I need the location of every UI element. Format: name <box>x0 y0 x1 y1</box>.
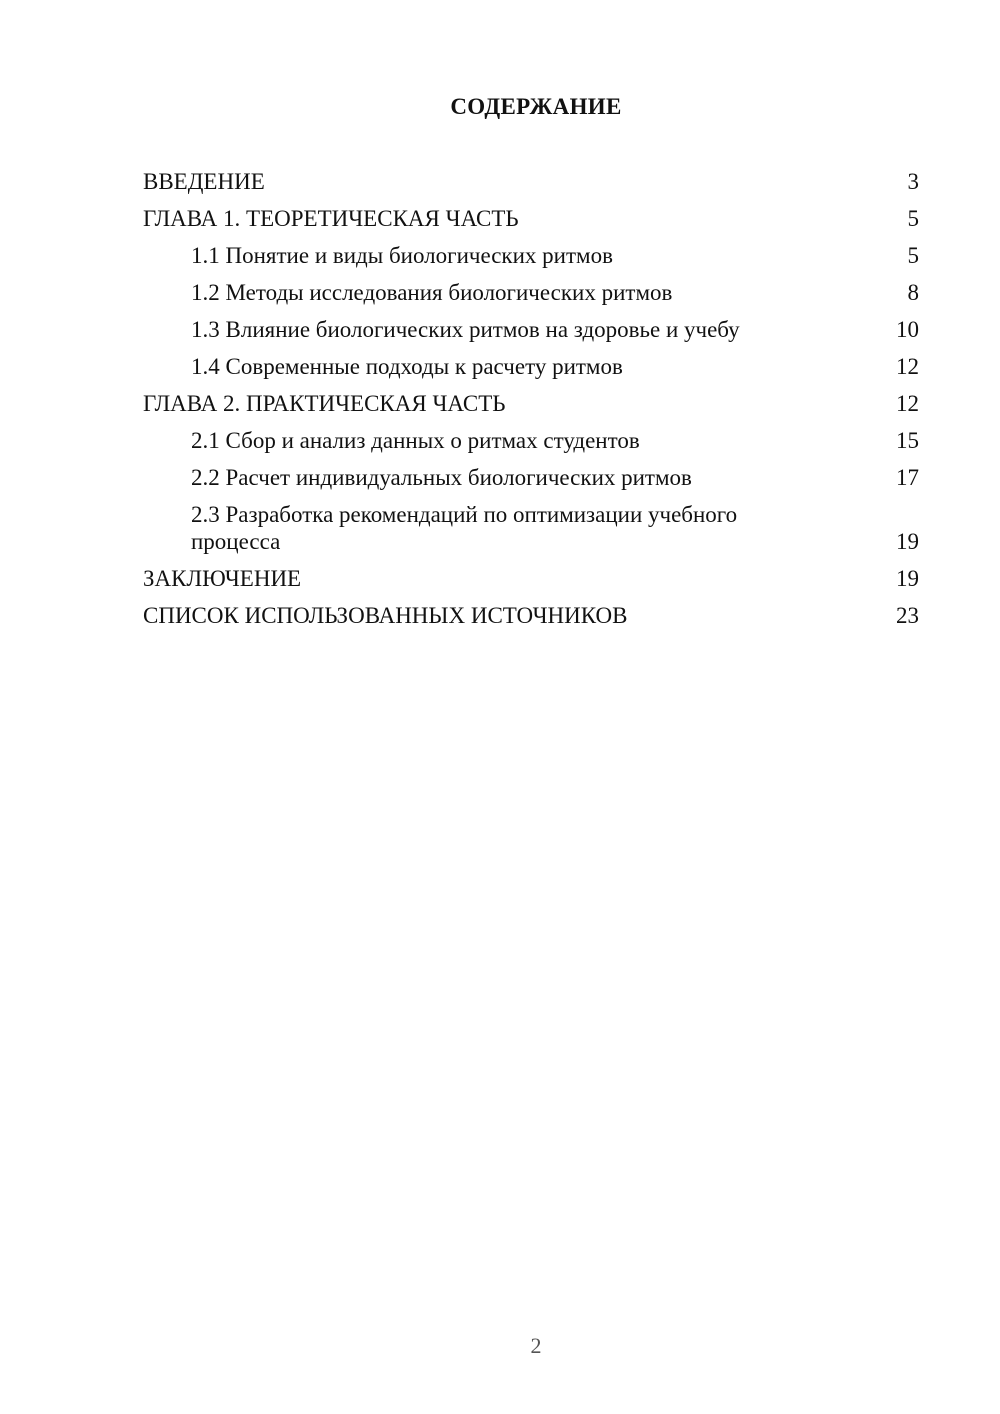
toc-entry-page: 19 <box>896 566 919 591</box>
toc-entry-page: 12 <box>896 354 919 379</box>
toc-entry-label: 1.4 Современные подходы к расчету ритмов <box>191 354 623 379</box>
toc-entry-page: 5 <box>907 206 919 231</box>
toc-entry-page: 5 <box>907 243 919 268</box>
toc-entry-page: 8 <box>907 280 919 305</box>
table-of-contents <box>143 168 919 639</box>
page-number: 2 <box>530 1333 542 1358</box>
toc-entry-section-2-1 <box>143 427 919 454</box>
toc-entry-section-2-2 <box>143 464 919 491</box>
toc-entry-label: 1.1 Понятие и виды биологических ритмов <box>191 243 613 268</box>
toc-entry-label: 1.2 Методы исследования биологических ритмов <box>191 280 673 305</box>
toc-entry-introduction <box>143 168 919 195</box>
toc-entry-section-1-2 <box>143 279 919 306</box>
toc-entry-section-1-4 <box>143 353 919 380</box>
toc-entry-section-1-1 <box>143 242 919 269</box>
toc-entry-chapter-1 <box>143 205 919 232</box>
toc-entry-conclusion <box>143 565 919 592</box>
toc-entry-label: 2.3 Разработка рекомендаций по оптимизации учебного процесса <box>191 502 738 554</box>
toc-entry-page: 3 <box>907 169 919 194</box>
toc-entry-references <box>143 602 919 629</box>
toc-entry-page: 15 <box>896 428 919 453</box>
toc-entry-label: ЗАКЛЮЧЕНИЕ <box>143 566 302 591</box>
toc-entry-page: 23 <box>896 603 919 628</box>
toc-entry-label: 2.2 Расчет индивидуальных биологических ритмов <box>191 465 692 490</box>
toc-entry-chapter-2 <box>143 390 919 417</box>
toc-entry-page: 17 <box>896 465 919 490</box>
toc-entry-section-2-3 <box>143 501 919 555</box>
toc-entry-page: 10 <box>896 317 919 342</box>
toc-entry-page: 12 <box>896 391 919 416</box>
toc-entry-label: ГЛАВА 1. ТЕОРЕТИЧЕСКАЯ ЧАСТЬ <box>143 206 519 231</box>
toc-entry-label: 1.3 Влияние биологических ритмов на здоровье и учебу <box>191 317 740 342</box>
toc-title: СОДЕРЖАНИЕ <box>450 94 622 119</box>
toc-entry-page: 19 <box>896 529 919 554</box>
toc-entry-label: ВВЕДЕНИЕ <box>143 169 265 194</box>
toc-entry-label: ГЛАВА 2. ПРАКТИЧЕСКАЯ ЧАСТЬ <box>143 391 506 416</box>
toc-entry-section-1-3 <box>143 316 919 343</box>
toc-entry-label: СПИСОК ИСПОЛЬЗОВАННЫХ ИСТОЧНИКОВ <box>143 603 628 628</box>
toc-entry-label: 2.1 Сбор и анализ данных о ритмах студентов <box>191 428 640 453</box>
